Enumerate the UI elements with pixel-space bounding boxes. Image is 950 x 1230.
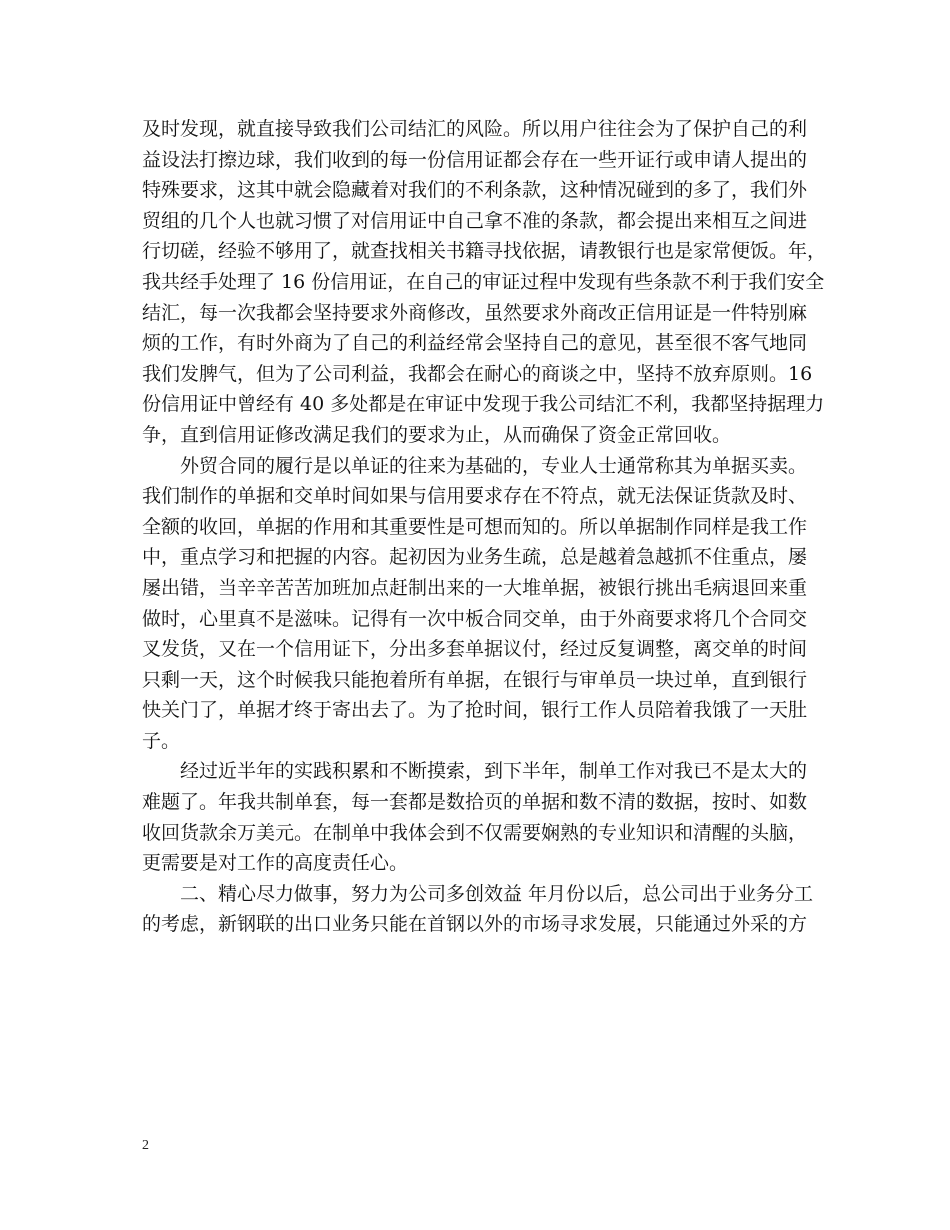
text-line: 及时发现，就直接导致我们公司结汇的风险。所以用户往往会为了保护自己的利 [142, 118, 808, 140]
text-line: 我共经手处理了 16 份信用证，在自己的审证过程中发现有些条款不利于我们安全 [142, 270, 825, 293]
text-line: 经过近半年的实践积累和不断摸索，到下半年，制单工作对我已不是太大的 [142, 760, 808, 783]
text-line: 的考虑，新钢联的出口业务只能在首钢以外的市场寻求发展，只能通过外采的方 [142, 913, 808, 936]
body-text [142, 114, 827, 940]
text-line: 份信用证中曾经有 40 多处都是在审证中发现于我公司结汇不利，我都坚持据理力 [142, 393, 825, 416]
text-line: 二、精心尽力做事，努力为公司多创效益 年月份以后，总公司出于业务分工 [142, 882, 814, 905]
text-line: 贸组的几个人也就习惯了对信用证中自己拿不准的条款，都会提出来相互之间进 [142, 209, 808, 232]
text-line: 难题了。年我共制单套，每一套都是数拾页的单据和数不清的数据，按时、如数 [142, 791, 808, 814]
text-line: 更需要是对工作的高度责任心。 [142, 852, 409, 875]
text-line: 结汇，每一次我都会坚持要求外商修改，虽然要求外商改正信用证是一件特别麻 [142, 301, 808, 324]
text-line: 中，重点学习和把握的内容。起初因为业务生疏，总是越着急越抓不住重点，屡 [142, 546, 808, 569]
text-line: 子。 [142, 729, 181, 752]
text-line: 快关门了，单据才终于寄出去了。为了抢时间，银行工作人员陪着我饿了一天肚 [142, 699, 808, 722]
text-line: 叉发货，又在一个信用证下，分出多套单据议付，经过反复调整，离交单的时间 [142, 638, 808, 661]
page-number: 2 [142, 1138, 149, 1153]
text-line: 益设法打擦边球，我们收到的每一份信用证都会存在一些开证行或申请人提出的 [142, 148, 808, 171]
text-line: 行切磋，经验不够用了，就查找相关书籍寻找依据，请教银行也是家常便饭。年， [142, 240, 827, 263]
text-line: 我们制作的单据和交单时间如果与信用要求存在不符点，就无法保证货款及时、 [142, 485, 808, 508]
text-line: 收回货款余万美元。在制单中我体会到不仅需要娴熟的专业知识和清醒的头脑， [142, 821, 808, 844]
text-line: 外贸合同的履行是以单证的往来为基础的，专业人士通常称其为单据买卖。 [142, 454, 808, 477]
text-line: 做时，心里真不是滋味。记得有一次中板合同交单，由于外商要求将几个合同交 [142, 607, 808, 630]
text-line: 争，直到信用证修改满足我们的要求为止，从而确保了资金正常回收。 [142, 423, 732, 446]
text-line: 屡出错，当辛辛苦苦加班加点赶制出来的一大堆单据，被银行挑出毛病退回来重 [142, 576, 808, 599]
text-line: 只剩一天，这个时候我只能抱着所有单据，在银行与审单员一块过单，直到银行 [142, 668, 808, 691]
text-line: 烦的工作，有时外商为了自己的利益经常会坚持自己的意见，甚至很不客气地同 [142, 332, 808, 355]
text-line: 全额的收回，单据的作用和其重要性是可想而知的。所以单据制作同样是我工作 [142, 515, 808, 538]
text-line: 特殊要求，这其中就会隐藏着对我们的不利条款，这种情况碰到的多了，我们外 [142, 179, 808, 202]
text-line: 我们发脾气，但为了公司利益，我都会在耐心的商谈之中，坚持不放弃原则。16 [142, 362, 813, 385]
